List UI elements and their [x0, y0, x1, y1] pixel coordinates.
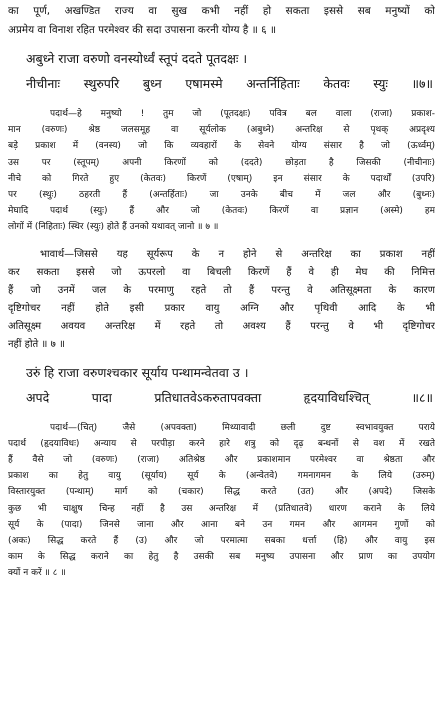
text-line: मान (वरुणः) श्रेष्ठ जलसमूह वा सूर्यलोक (अबुध्ने) अन्तरिक्ष से पृथक् अप्रदृश्य — [8, 125, 435, 136]
text-line: लोगों में (निहिताः) स्थिर (स्युः) होते हैं उनको यथावत् जानो ॥ ७ ॥ — [8, 222, 219, 233]
text-line: दृष्टिगोचर नहीं होते इसी प्रकार वायु अग्नि और पृथिवी आदि के भी — [8, 302, 435, 314]
padartha-paragraph-8 — [8, 420, 435, 582]
intro-paragraph — [8, 2, 435, 40]
text-line: नीचे को गिरते हुए (केतवः) किरणें (एषाम्) इन संसार के पदार्थों (उपरि) — [8, 173, 435, 184]
verse-line: अबुध्ने राजा वरुणो वनस्योर्ध्वं स्तूपं ददते पूतदक्षः । — [26, 51, 248, 66]
verse-line: अपदे पादा प्रतिधातवेऽकरुतापवक्ता हृदयाविधश्चित् ॥८॥ — [26, 389, 433, 405]
verse-line: नीचीनाः स्थुरुपरि बुध्न एषामस्मे अन्तर्निहिताः केतवः स्युः ॥७॥ — [26, 76, 433, 91]
text-line: विस्तारयुक्त (पन्थाम्) मार्ग को (चकार) सिद्ध करते (उत) और (अपदे) जिसके — [8, 487, 435, 498]
text-line: मेघादि पदार्थ (स्युः) हैं और जो (केतवः) किरणें वा प्रज्ञान (अस्मे) हम — [8, 206, 435, 217]
text-line: पदार्थ (हृदयाविधः) अन्याय से परपीड़ा करने हारे शत्रु को दृढ़ बन्धनों से वश में रखते — [8, 438, 435, 449]
text-line: कुछ भी चाक्षुष चिन्ह नहीं है उस अन्तरिक्ष में (प्रतिधातवे) धारण कराने के लिये — [8, 503, 435, 514]
bhavartha-paragraph-7 — [8, 246, 435, 354]
verse-line: उरुं हि राजा वरुणश्चकार सूर्याय पन्थामन्वेतवा उ । — [26, 364, 249, 380]
mantra-verse-8 — [8, 360, 435, 410]
text-line: हैं वैसे जो (वरुणः) (राजा) अतिश्रेष्ठ और प्रकाशमान परमेश्वर वा श्रेष्ठता और — [8, 455, 435, 466]
text-line: पदार्थ—हे मनुष्यो ! तुम जो (पूतदक्षः) पवित्र बल वाला (राजा) प्रकाश- — [50, 109, 435, 119]
text-line: पर (स्थुः) ठहरती हैं (अन्तर्हिताः) जा उनके बीच में जल और (बुध्नः) — [8, 190, 435, 201]
text-line: सूर्य के (पादा) जिनसे जाना और आना बने उन गमन और आगमन गुणों को — [8, 519, 435, 530]
text-line: नहीं होते ॥ ७ ॥ — [8, 338, 65, 350]
text-line: उस पर (स्तूपम्) अपनी किरणों को (ददते) छोड़ता है जिसकी (नीचीनाः) — [8, 157, 435, 168]
text-line: अप्रमेय वा विनाश रहित परमेश्वर की सदा उपासना करनी योग्य है ॥ ६ ॥ — [8, 24, 277, 36]
padartha-paragraph-7 — [8, 106, 435, 236]
text-line: क्यों न करें ॥ ८ ॥ — [8, 568, 66, 579]
text-line: (अकः) सिद्ध करते हैं (उ) और जो परमात्मा सबका धर्त्ता (हि) और वायु इस — [8, 536, 435, 547]
text-line: हैं जो उनमें जल के परमाणु रहते तो हैं परन्तु वे अतिसूक्ष्मता के कारण — [8, 284, 435, 296]
text-line: कर सकता इससे जो ऊपरलो वा बिचली किरणें हैं वे ही मेघ की निमित्त — [8, 266, 435, 278]
text-line: का पूर्ण, अखण्डित राज्य वा सुख कभी नहीं हो सकता इससे सब मनुष्यों को — [8, 5, 435, 17]
text-line: बड़े प्रकाश में (वनस्य) जो कि व्यवहारों के सेवने योग्य संसार है जो (ऊर्ध्वम्) — [8, 141, 435, 152]
text-line: प्रकाश का हेतु वायु (सूर्याय) सूर्य के (अन्वेतवे) गमनागमन के लिये (उरुम्) — [8, 471, 435, 482]
text-line: भावार्थ—जिससे यह सूर्यरूप के न होने से अन्तरिक्ष का प्रकाश नहीं — [40, 248, 435, 260]
mantra-verse-7 — [8, 46, 435, 96]
text-line: पदार्थ—(चित्) जैसे (अपवक्ता) मिथ्यावादी छली दुष्ट स्वभावयुक्त पराये — [50, 422, 435, 433]
text-line: अतिसूक्ष्म अवयव अन्तरिक्ष में रहते तो अवश्य हैं परन्तु वे भी दृष्टिगोचर — [8, 320, 435, 332]
text-line: काम के सिद्ध कराने का हेतु है उसकी सब मनुष्य उपासना और प्राण का उपयोग — [8, 552, 435, 563]
